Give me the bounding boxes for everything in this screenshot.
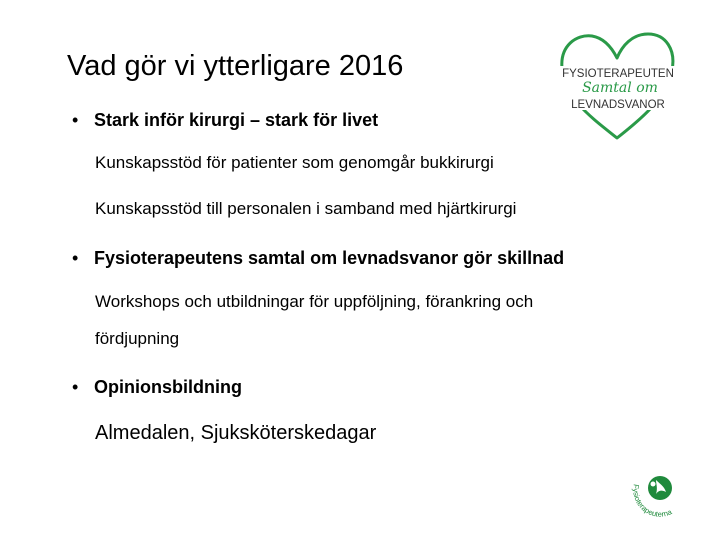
bullet-text: Opinionsbildning bbox=[94, 377, 242, 397]
logo-line-1: FYSIOTERAPEUTEN bbox=[562, 68, 674, 80]
subitem-bukkirurgi: Kunskapsstöd för patienter som genomgår bukkirurgi bbox=[95, 153, 494, 172]
fysioterapeuterna-logo bbox=[626, 466, 690, 528]
subitem-hjartkirurgi: Kunskapsstöd till personalen i samband med hjärtkirurgi bbox=[95, 199, 517, 218]
subitem-fordjupning: fördjupning bbox=[95, 329, 180, 348]
bullet-text: Fysioterapeutens samtal om levnadsvanor gör skillnad bbox=[94, 248, 565, 268]
subitem-workshops: Workshops och utbildningar för uppföljning, förankring och bbox=[95, 292, 534, 311]
bullet-dot: • bbox=[72, 377, 79, 397]
bullet-samtal-om-levnadsvanor bbox=[72, 248, 564, 269]
logo-arc-text: Fysioterapeuterna bbox=[631, 483, 674, 519]
bullet-opinionsbildning bbox=[72, 377, 242, 398]
bullet-stark-infor-kirurgi bbox=[72, 110, 378, 131]
subitem-almedalen: Almedalen, Sjuksköterskedagar bbox=[95, 422, 377, 444]
logo-line-2: Samtal om bbox=[582, 80, 658, 96]
bullet-text: Stark inför kirurgi – stark för livet bbox=[94, 110, 379, 130]
slide-title: Vad gör vi ytterligare 2016 bbox=[67, 50, 404, 82]
logo-line-3: LEVNADSVANOR bbox=[571, 99, 665, 111]
bullet-dot: • bbox=[72, 110, 79, 130]
bullet-dot: • bbox=[72, 248, 79, 268]
fysioterapeuten-heart-logo bbox=[552, 28, 682, 144]
